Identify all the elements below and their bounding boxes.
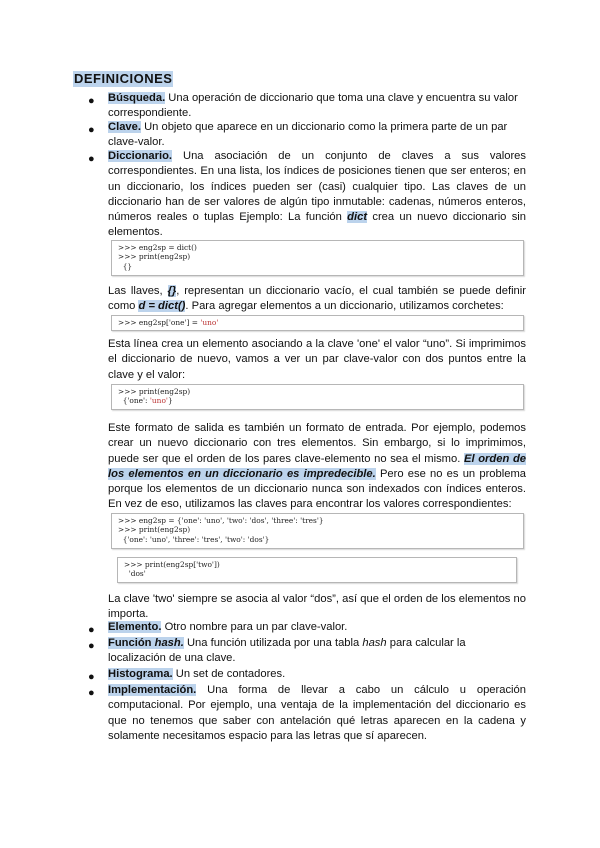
def-text: para calcular la localización de una clave. [108,637,466,665]
braces-keyword: {} [167,285,177,297]
highlight-impredecible: El orden de los elementos en un diccionario es impredecible. [108,452,526,480]
term-diccionario: Diccionario. [108,150,173,162]
code-block-assign [111,315,524,331]
code-block-two [117,557,517,583]
bullet-icon: ● [88,95,95,107]
para-text: Las llaves, [108,285,168,297]
dict-assign-keyword: d = dict() [138,300,186,313]
code-line: >>> print(eng2sp['two']) [124,560,220,569]
def-text: Una asociación de un conjunto de claves a sus valores correspondientes. En una lista, los índices de posiciones tienen que ser enteros; en un diccionario, los índices pueden ser (casi) cualquier tipo. Las claves de un diccionario han de ser valores de algún tipo inmutable: cadenas, números enteros, números reales o tuplas Ejemplo: La función [108,150,526,224]
def-implementacion [108,683,526,744]
bullet-icon: ● [88,640,95,652]
term-part: Función [108,637,155,649]
para-text: Este formato de salida es también un formato de entrada. Por ejemplo, podemos crear un nuevo diccionario con tres elementos. Sin embargo, si lo imprimimos, puede ser que el orden de los pares clave-elemento no sea el mismo. [108,422,526,465]
def-text: crea un nuevo diccionario sin elementos. [108,211,526,239]
bullet-icon: ● [88,671,95,683]
def-busqueda [108,91,526,122]
code-line: {'one': [118,396,150,406]
def-text: Una forma de llevar a cabo un cálculo u operación computacional. Por ejemplo, una ventaja de la implementación del diccionario es que no tenemos que saber con antelación qué letras aparecen en la cadena y solamente necesitamos espacio para las letras que sí aparecen. [108,684,526,742]
def-text: Una operación de diccionario que toma una clave y encuentra su valor correspondiente. [108,92,518,120]
def-diccionario [108,149,526,241]
code-line: } [167,396,173,406]
para-text: , representan un diccionario vacío, el cual también se puede definir como [108,285,526,313]
def-hash [108,636,526,667]
code-line: {} [118,261,133,271]
term-implementacion: Implementación. [108,684,197,696]
code-string: 'uno' [149,396,168,406]
code-line: >>> print(eng2sp) [118,387,191,396]
code-line: >>> print(eng2sp) [118,252,191,262]
bullet-icon: ● [88,153,95,165]
hash-word: hash [362,637,387,649]
paragraph-two: La clave 'two' siempre se asocia al valor “dos”, así que el orden de los elementos no importa. [108,593,526,621]
term-hash [108,637,184,649]
code-block-print [111,384,524,410]
dict-keyword: dict [347,211,368,224]
def-text: Una función utilizada por una tabla [183,637,363,649]
code-line: 'dos' [124,569,146,579]
paragraph-llaves [108,284,526,315]
code-block-three [111,513,524,549]
term-elemento: Elemento. [108,621,162,633]
bullet-icon: ● [88,124,95,136]
para-text: . Para agregar elementos a un diccionario, utilizamos corchetes: [185,300,504,313]
def-text: Otro nombre para un par clave-valor. [161,621,348,633]
term-clave: Clave. [108,121,141,133]
page-title: DEFINICIONES [74,71,173,86]
term-part: hash. [154,637,184,649]
bullet-icon: ● [88,624,95,636]
term-busqueda: Búsqueda. [108,92,166,104]
code-string: 'uno' [200,318,219,327]
def-text: Un objeto que aparece en un diccionario como la primera parte de un par clave-valor. [108,121,508,149]
bullet-icon: ● [88,687,95,699]
code-line: >>> print(eng2sp) [118,525,191,535]
paragraph-linea: Esta línea crea un elemento asociando a la clave 'one' el valor “uno”. Si imprimimos el diccionario de nuevo, vamos a ver un par clave-valor con dos puntos entre la clave y el valor: [108,338,526,381]
code-block-dict [111,240,524,276]
para-text: Pero ese no es un problema porque los elementos de un diccionario nunca son indexados con índices enteros. En vez de eso, utilizamos las claves para encontrar los valores correspondientes: [108,467,526,511]
def-elemento [108,620,526,635]
def-clave [108,120,526,151]
code-line: >>> eng2sp['one'] = [118,318,201,327]
def-text: Un set de contadores. [172,668,286,680]
paragraph-formato [108,421,526,513]
def-histograma [108,667,526,682]
code-line: {'one': 'uno', 'three': 'tres', 'two': 'dos'} [118,534,270,544]
code-line: >>> eng2sp = dict() [118,243,197,252]
term-histograma: Histograma. [108,668,173,680]
code-line: >>> eng2sp = {'one': 'uno', 'two': 'dos', 'three': 'tres'} [118,516,324,525]
